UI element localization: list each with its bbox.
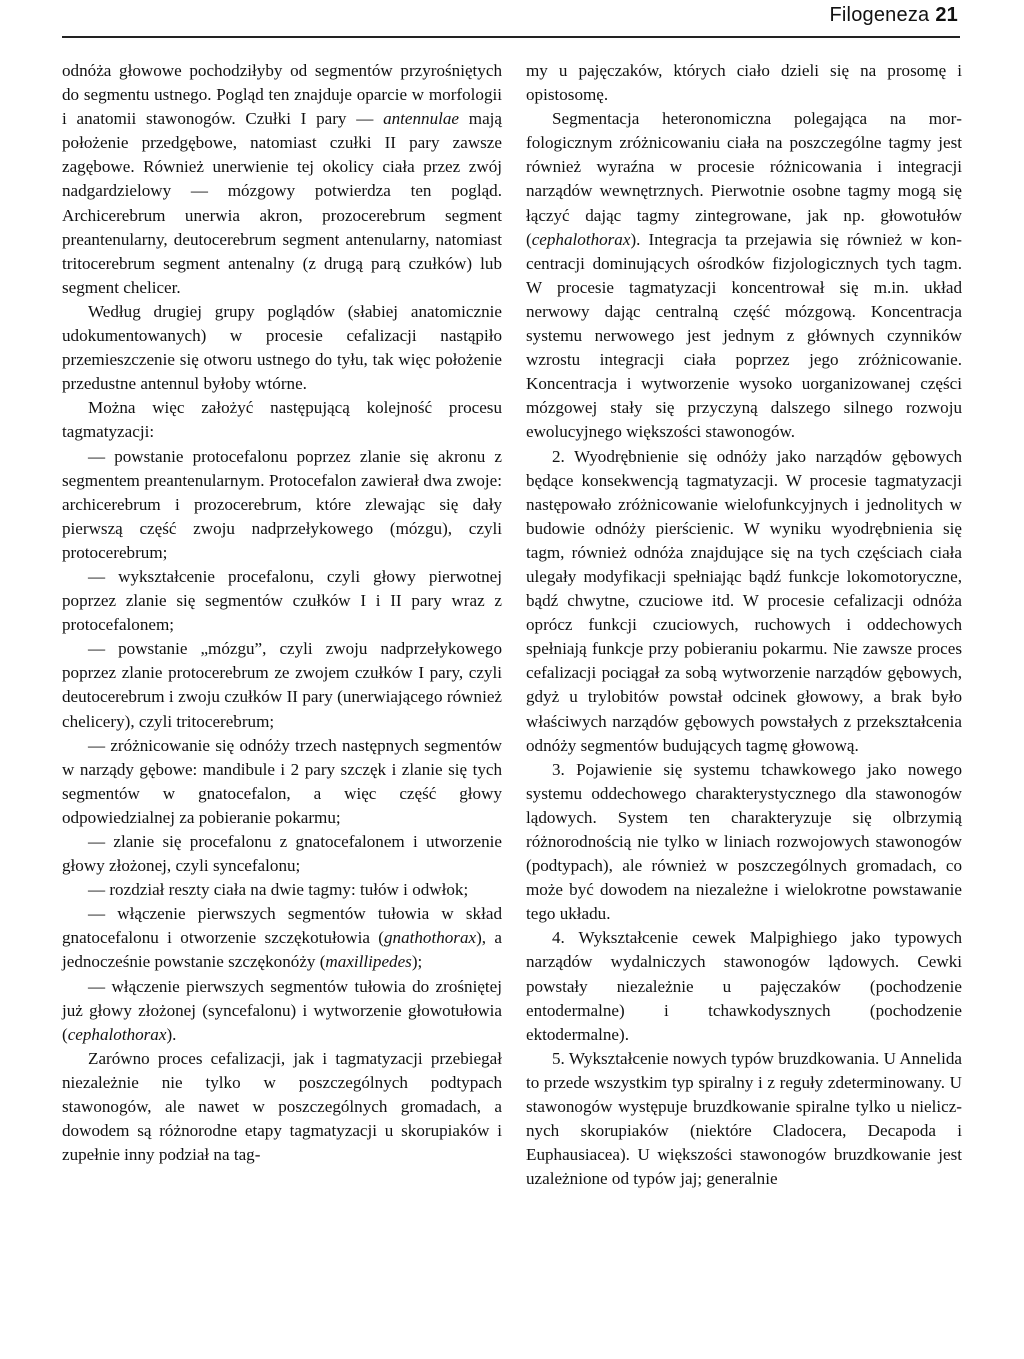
page-number: 21	[935, 4, 958, 26]
header-rule	[62, 36, 960, 38]
left-column	[62, 59, 502, 1167]
paragraph: — włączenie pierwszych segmentów tułowia w skład gnatocefalonu i otworzenie szczękotułowia (gnathothorax), a jednocześnie powstanie szczękonóży (maxillipedes);	[62, 904, 502, 972]
paragraph: 3. Pojawienie się systemu tchawkowego jako nowego systemu oddechowego charakterystycznego dla stawonogów lądowych. System ten charakteryzuje się olbrzymią różnorodnością nie tylko w liniach rozwojowych stawonogów (podtypach), ale również w poszczególnych gromadach, co może być dowodem na niezależne i wielokrotne powstawanie tego układu.	[526, 759, 962, 924]
chapter-title: Filogeneza	[829, 4, 930, 26]
paragraph: — zlanie się procefalonu z gnatocefalonem i utworzenie głowy złożonej, czyli syncefalonu;	[62, 832, 502, 876]
paragraph: odnóża głowowe pochodziłyby od segmentów przyrośniętych do segmentu ustnego. Pogląd ten znajduje oparcie w morfologii i anatomii stawonogów. Czułki I pary — antennulae mają położenie przedgębowe, natomiast czułki II pary zawsze zagębowe. Również unerwienie tej okolicy ciała przez zwój nadgardzielowy — mózgowy potwierdza ten pogląd. Archicerebrum unerwia akron, prozocerebrum segment preantenularny, deutocerebrum segment antenularny, natomiast tritocerebrum segment antenalny (z drugą parą czułków) lub segment chelicer.	[62, 61, 502, 297]
paragraph: — powstanie „mózgu”, czyli zwoju nadprzełykowego poprzez zlanie protocerebrum ze zwojem czułków I pary, czyli deutocerebrum i zwoju czułków II pary (unerwiającego również chelicery), czyli tritocerebrum;	[62, 639, 502, 731]
paragraph: — powstanie protocefalonu poprzez zlanie się akronu z segmentem preantenularnym. Protocefalon zawierał dwa zwoje: archicerebrum i prozocerebrum, które zlewając się dały pierwszą część zwoju nadprzełykowego (mózgu), czyli protocerebrum;	[62, 446, 502, 562]
paragraph: 5. Wykształcenie nowych typów bruzdkowania. U Annelida to przede wszystkim typ spiralny i z reguły zdeterminowany. U stawonogów występuje bruzdkowanie spiralne tylko u nielicznych skorupiaków (niektóre Cladocera, Decapoda i Euphausiacea). U większości stawonogów bruzdkowanie jest uzależnione od typów jaj; generalnie	[526, 1048, 962, 1189]
paragraph: 4. Wykształcenie cewek Malpighiego jako typowych narządów wydalniczych stawonogów lądowych. Cewki powstały niezależnie u pajęczaków (pochodzenie entodermalne) i tchawkodysznych (pochodzenie ektodermalne).	[526, 928, 962, 1044]
paragraph: Według drugiej grupy poglądów (słabiej anatomicznie udokumentowanych) w procesie cefalizacji nastąpiło przemieszczenie się otworu ustnego do tyłu, tak więc położenie przedustne antennul byłoby wtórne.	[62, 301, 502, 394]
running-header	[830, 4, 959, 27]
paragraph: Zarówno proces cefalizacji, jak i tagmatyzacji przebiegał niezależnie nie tylko w poszczególnych podtypach stawonogów, ale nawet w poszczególnych gromadach, a dowodem są różnorodne etapy tagmatyzacji u skorupiaków i zupełnie inny podział na tag-	[62, 1048, 502, 1165]
paragraph: — włączenie pierwszych segmentów tułowia do zrośniętej już głowy złożonej (syncefalonu) i wytworzenie głowotułowia (cephalothorax).	[62, 976, 502, 1044]
paragraph: Można więc założyć następującą kolejność procesu tagmatyzacji:	[62, 398, 502, 442]
paragraph: Segmentacja heteronomiczna polegająca na morfologicznym zróżnicowaniu ciała na poszczególne tagmy jest również wyraźna w procesie różnicowania i integracji narządów wewnętrznych. Pierwotnie osobne tagmy mogą się łączyć dając tagmy zintegrowane, jak np. głowotułów (cephalothorax). Integracja ta przejawia się również w koncentracji dominujących ośrodków fizjologicznych tych tagm. W procesie tagmatyzacji koncentrował się m.in. układ nerwowy dając centralną część mózgową. Koncentracja systemu nerwowego jest jednym z głównych czynników wzrostu integracji ciała poprzez jego zróżnicowanie. Koncentracja i wytworzenie wysoko uorganizowanej części mózgowej stały się przyczyną dalszego silnego rozwoju ewolucyjnego większości stawonogów.	[526, 109, 962, 442]
right-column	[526, 59, 962, 1191]
paragraph: my u pajęczaków, których ciało dzieli się na prosomę i opistosomę.	[526, 61, 962, 105]
paragraph: 2. Wyodrębnienie się odnóży jako narządów gębowych będące konsekwencją tagmatyzacji. W procesie tagmatyzacji następowało zróżnicowanie wielofunkcyjnych i jednolitych w budowie odnóży pierścienic. W wyniku wyodrębnienia się tagm, również odnóża znajdujące się na tych częściach ciała ulegały modyfikacji spełniając bądź funkcje lokomotoryczne, bądź chwytne, czuciowe itd. W procesie cefalizacji odnóża oprócz funkcji czuciowych, ruchowych i oddechowych spełniają funkcje przy pobieraniu pokarmu. Nie zawsze proces cefalizacji pociągał za sobą wytworzenie narządów gębowych, gdyż u trylobitów powstał odcinek głowowy, a brak było właściwych narządów gębowych powstałych z przekształcenia odnóży segmentów budujących tagmę głowową.	[526, 446, 962, 755]
paragraph: — wykształcenie procefalonu, czyli głowy pierwotnej poprzez zlanie się segmentów czułków I i II pary wraz z protocefalonem;	[62, 566, 502, 635]
paragraph: — rozdział reszty ciała na dwie tagmy: tułów i odwłok;	[88, 880, 469, 900]
paragraph: — zróżnicowanie się odnóży trzech następnych segmentów w narządy gębowe: mandibule i 2 pary szczęk i zlanie się tych segmentów w gnatocefalon, a więc część głowy odpowiedzialnej za pobieranie pokarmu;	[62, 735, 502, 827]
